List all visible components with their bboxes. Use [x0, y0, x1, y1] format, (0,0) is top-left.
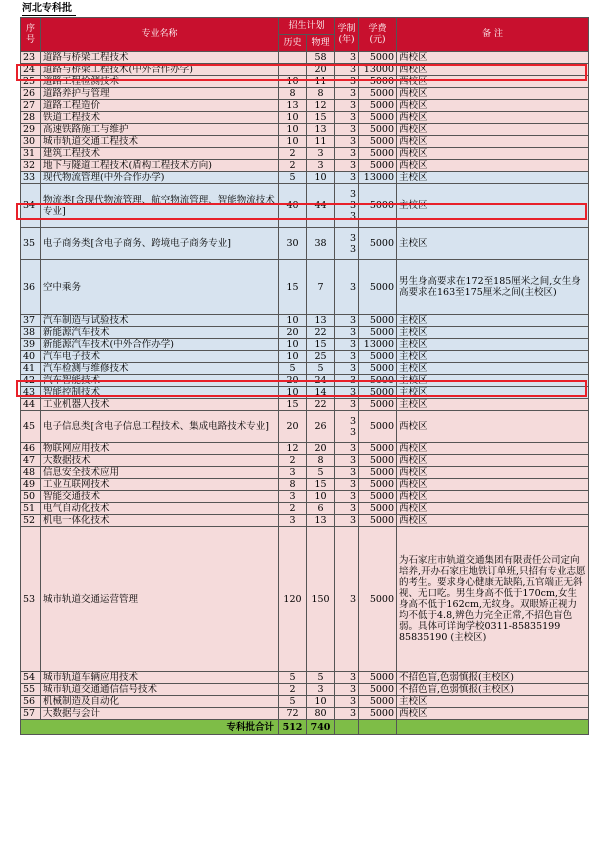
duration-cell: 3 [335, 503, 359, 515]
table-row [21, 684, 589, 696]
fee-cell: 5000 [359, 315, 397, 327]
history-count-cell: 2 [279, 160, 307, 172]
note-cell: 西校区 [397, 443, 589, 455]
fee-cell: 5000 [359, 443, 397, 455]
duration-cell: 3 [335, 136, 359, 148]
duration-cell: 3 [335, 52, 359, 64]
physics-count-cell: 5 [307, 363, 335, 375]
note-cell: 西校区 [397, 467, 589, 479]
duration-cell: 3 [335, 455, 359, 467]
major-name-cell: 城市轨道车辆应用技术 [41, 672, 279, 684]
fee-cell: 13000 [359, 172, 397, 184]
table-row [21, 363, 589, 375]
table-row [21, 387, 589, 399]
fee-cell: 5000 [359, 387, 397, 399]
seq-cell: 32 [21, 160, 41, 172]
seq-cell: 28 [21, 112, 41, 124]
fee-cell: 5000 [359, 399, 397, 411]
duration-cell: 3 [335, 708, 359, 720]
physics-count-cell: 3 [307, 160, 335, 172]
history-count-cell: 3 [279, 515, 307, 527]
major-name-cell: 铁道工程技术 [41, 112, 279, 124]
note-cell: 男生身高要求在172至185厘米之间,女生身高要求在163至175厘米之间(主校区) [397, 260, 589, 315]
total-empty [335, 720, 359, 735]
note-cell: 西校区 [397, 708, 589, 720]
physics-count-cell: 38 [307, 228, 335, 260]
note-cell: 西校区 [397, 160, 589, 172]
header-plan: 招生计划 [279, 18, 335, 35]
duration-cell: 3 3 3 [335, 184, 359, 228]
note-cell: 西校区 [397, 411, 589, 443]
seq-cell: 29 [21, 124, 41, 136]
duration-cell: 3 [335, 260, 359, 315]
note-cell: 主校区 [397, 399, 589, 411]
seq-cell: 44 [21, 399, 41, 411]
table-row [21, 184, 589, 228]
major-name-cell: 物联网应用技术 [41, 443, 279, 455]
major-name-cell: 城市轨道交通工程技术 [41, 136, 279, 148]
table-row [21, 148, 589, 160]
duration-cell: 3 [335, 327, 359, 339]
seq-cell: 50 [21, 491, 41, 503]
duration-cell: 3 [335, 443, 359, 455]
major-name-cell: 电子信息类[含电子信息工程技术、集成电路技术专业] [41, 411, 279, 443]
physics-count-cell: 5 [307, 467, 335, 479]
major-name-cell: 信息安全技术应用 [41, 467, 279, 479]
note-cell: 西校区 [397, 88, 589, 100]
history-count-cell: 10 [279, 387, 307, 399]
fee-cell: 5000 [359, 160, 397, 172]
major-name-cell: 汽车智能技术 [41, 375, 279, 387]
seq-cell: 37 [21, 315, 41, 327]
seq-cell: 55 [21, 684, 41, 696]
seq-cell: 23 [21, 52, 41, 64]
fee-cell: 5000 [359, 260, 397, 315]
note-cell: 西校区 [397, 112, 589, 124]
major-name-cell: 物流类[含现代物流管理、航空物流管理、智能物流技术专业] [41, 184, 279, 228]
history-count-cell: 3 [279, 467, 307, 479]
header-seq: 序号 [21, 18, 41, 52]
note-cell: 主校区 [397, 387, 589, 399]
fee-cell: 5000 [359, 327, 397, 339]
physics-count-cell: 8 [307, 88, 335, 100]
physics-count-cell: 22 [307, 399, 335, 411]
note-cell: 西校区 [397, 64, 589, 76]
duration-cell: 3 [335, 112, 359, 124]
table-row [21, 672, 589, 684]
seq-cell: 31 [21, 148, 41, 160]
duration-cell: 3 [335, 387, 359, 399]
fee-cell: 5000 [359, 100, 397, 112]
history-count-cell: 5 [279, 172, 307, 184]
total-physics: 740 [307, 720, 335, 735]
total-empty [359, 720, 397, 735]
total-empty [397, 720, 589, 735]
note-cell: 西校区 [397, 515, 589, 527]
duration-cell: 3 [335, 479, 359, 491]
table-row [21, 64, 589, 76]
physics-count-cell: 8 [307, 455, 335, 467]
history-count-cell: 5 [279, 363, 307, 375]
note-cell: 主校区 [397, 351, 589, 363]
table-row [21, 708, 589, 720]
note-cell: 为石家庄市轨道交通集团有限责任公司定向培养,开办石家庄地铁订单班,只招有专业志愿的考生。要求身心健康无缺陷,五官端正无斜视、无口吃。男生身高不低于170cm,女生身高不低于162cm,无纹身。双眼矫正视力均不低于4.8,辨色力完全正常,不招色盲色弱。具体可详询学校0311-85835199 85835190 (主校区) [397, 527, 589, 672]
physics-count-cell: 150 [307, 527, 335, 672]
major-name-cell: 汽车制造与试验技术 [41, 315, 279, 327]
note-cell: 西校区 [397, 148, 589, 160]
duration-cell: 3 [335, 491, 359, 503]
history-count-cell: 10 [279, 351, 307, 363]
duration-cell: 3 [335, 124, 359, 136]
physics-count-cell: 10 [307, 696, 335, 708]
table-row [21, 100, 589, 112]
duration-cell: 3 [335, 76, 359, 88]
seq-cell: 39 [21, 339, 41, 351]
seq-cell: 25 [21, 76, 41, 88]
physics-count-cell: 15 [307, 339, 335, 351]
note-cell: 西校区 [397, 479, 589, 491]
note-cell: 西校区 [397, 503, 589, 515]
table-row [21, 172, 589, 184]
physics-count-cell: 10 [307, 172, 335, 184]
total-history: 512 [279, 720, 307, 735]
major-name-cell: 汽车检测与维修技术 [41, 363, 279, 375]
history-count-cell: 30 [279, 228, 307, 260]
note-cell: 主校区 [397, 375, 589, 387]
table-row [21, 443, 589, 455]
fee-cell: 5000 [359, 124, 397, 136]
history-count-cell: 120 [279, 527, 307, 672]
fee-cell: 5000 [359, 184, 397, 228]
fee-cell: 13000 [359, 339, 397, 351]
duration-cell: 3 [335, 339, 359, 351]
seq-cell: 30 [21, 136, 41, 148]
table-row [21, 375, 589, 387]
duration-cell: 3 [335, 672, 359, 684]
header-fee: 学费(元) [359, 18, 397, 52]
physics-count-cell: 14 [307, 387, 335, 399]
table-row [21, 399, 589, 411]
physics-count-cell: 6 [307, 503, 335, 515]
fee-cell: 5000 [359, 672, 397, 684]
history-count-cell: 20 [279, 411, 307, 443]
physics-count-cell: 11 [307, 136, 335, 148]
physics-count-cell: 7 [307, 260, 335, 315]
seq-cell: 40 [21, 351, 41, 363]
seq-cell: 26 [21, 88, 41, 100]
table-row [21, 527, 589, 672]
table-row [21, 467, 589, 479]
table-row [21, 112, 589, 124]
seq-cell: 34 [21, 184, 41, 228]
table-row [21, 503, 589, 515]
history-count-cell: 15 [279, 260, 307, 315]
major-name-cell: 道路养护与管理 [41, 88, 279, 100]
page-title: 河北专科批 [22, 1, 76, 16]
duration-cell: 3 3 [335, 228, 359, 260]
note-cell: 西校区 [397, 124, 589, 136]
seq-cell: 49 [21, 479, 41, 491]
physics-count-cell: 58 [307, 52, 335, 64]
history-count-cell: 40 [279, 184, 307, 228]
note-cell: 主校区 [397, 339, 589, 351]
fee-cell: 5000 [359, 148, 397, 160]
major-name-cell: 空中乘务 [41, 260, 279, 315]
table-row [21, 76, 589, 88]
header-name: 专业名称 [41, 18, 279, 52]
duration-cell: 3 [335, 527, 359, 672]
fee-cell: 5000 [359, 88, 397, 100]
fee-cell: 5000 [359, 479, 397, 491]
table-row [21, 696, 589, 708]
major-name-cell: 机电一体化技术 [41, 515, 279, 527]
history-count-cell [279, 64, 307, 76]
history-count-cell: 8 [279, 88, 307, 100]
seq-cell: 46 [21, 443, 41, 455]
history-count-cell: 5 [279, 696, 307, 708]
history-count-cell: 20 [279, 327, 307, 339]
history-count-cell: 10 [279, 112, 307, 124]
physics-count-cell: 3 [307, 684, 335, 696]
physics-count-cell: 5 [307, 672, 335, 684]
note-cell: 主校区 [397, 184, 589, 228]
header-physics: 物理 [307, 35, 335, 52]
table-row [21, 160, 589, 172]
history-count-cell: 2 [279, 455, 307, 467]
major-name-cell: 新能源汽车技术(中外合作办学) [41, 339, 279, 351]
fee-cell: 5000 [359, 455, 397, 467]
major-name-cell: 道路与桥梁工程技术 [41, 52, 279, 64]
seq-cell: 35 [21, 228, 41, 260]
history-count-cell: 10 [279, 136, 307, 148]
history-count-cell: 15 [279, 399, 307, 411]
table-row [21, 455, 589, 467]
note-cell: 主校区 [397, 327, 589, 339]
table-row [21, 339, 589, 351]
duration-cell: 3 [335, 363, 359, 375]
physics-count-cell: 44 [307, 184, 335, 228]
duration-cell: 3 [335, 351, 359, 363]
history-count-cell: 12 [279, 443, 307, 455]
history-count-cell: 8 [279, 479, 307, 491]
physics-count-cell: 25 [307, 351, 335, 363]
note-cell: 西校区 [397, 100, 589, 112]
major-name-cell: 工业互联网技术 [41, 479, 279, 491]
seq-cell: 41 [21, 363, 41, 375]
history-count-cell: 10 [279, 339, 307, 351]
total-label: 专科批合计 [21, 720, 279, 735]
history-count-cell [279, 52, 307, 64]
major-name-cell: 道路工程造价 [41, 100, 279, 112]
physics-count-cell: 26 [307, 411, 335, 443]
duration-cell: 3 [335, 160, 359, 172]
major-name-cell: 汽车电子技术 [41, 351, 279, 363]
physics-count-cell: 15 [307, 112, 335, 124]
table-row [21, 228, 589, 260]
seq-cell: 38 [21, 327, 41, 339]
duration-cell: 3 [335, 467, 359, 479]
history-count-cell: 20 [279, 375, 307, 387]
major-name-cell: 地下与隧道工程技术(盾构工程技术方向) [41, 160, 279, 172]
table-row [21, 136, 589, 148]
duration-cell: 3 [335, 515, 359, 527]
physics-count-cell: 80 [307, 708, 335, 720]
table-row [21, 315, 589, 327]
note-cell: 主校区 [397, 172, 589, 184]
table-row [21, 327, 589, 339]
duration-cell: 3 [335, 64, 359, 76]
fee-cell: 5000 [359, 708, 397, 720]
major-name-cell: 大数据技术 [41, 455, 279, 467]
physics-count-cell: 12 [307, 100, 335, 112]
fee-cell: 5000 [359, 351, 397, 363]
fee-cell: 5000 [359, 136, 397, 148]
duration-cell: 3 [335, 148, 359, 160]
history-count-cell: 13 [279, 100, 307, 112]
physics-count-cell: 13 [307, 515, 335, 527]
physics-count-cell: 3 [307, 148, 335, 160]
history-count-cell: 5 [279, 672, 307, 684]
physics-count-cell: 20 [307, 64, 335, 76]
note-cell: 西校区 [397, 136, 589, 148]
header-duration: 学制(年) [335, 18, 359, 52]
table-row [21, 260, 589, 315]
duration-cell: 3 3 [335, 411, 359, 443]
major-name-cell: 城市轨道交通通信信号技术 [41, 684, 279, 696]
major-name-cell: 智能交通技术 [41, 491, 279, 503]
fee-cell: 5000 [359, 527, 397, 672]
fee-cell: 5000 [359, 684, 397, 696]
note-cell: 主校区 [397, 363, 589, 375]
note-cell: 西校区 [397, 52, 589, 64]
header-history: 历史 [279, 35, 307, 52]
fee-cell: 5000 [359, 112, 397, 124]
seq-cell: 48 [21, 467, 41, 479]
history-count-cell: 2 [279, 684, 307, 696]
duration-cell: 3 [335, 399, 359, 411]
fee-cell: 5000 [359, 228, 397, 260]
history-count-cell: 3 [279, 491, 307, 503]
seq-cell: 51 [21, 503, 41, 515]
history-count-cell: 10 [279, 315, 307, 327]
note-cell: 西校区 [397, 491, 589, 503]
physics-count-cell: 22 [307, 327, 335, 339]
major-name-cell: 电子商务类[含电子商务、跨境电子商务专业] [41, 228, 279, 260]
fee-cell: 5000 [359, 52, 397, 64]
physics-count-cell: 24 [307, 375, 335, 387]
major-name-cell: 道路与桥梁工程技术(中外合作办学) [41, 64, 279, 76]
seq-cell: 24 [21, 64, 41, 76]
table-row [21, 124, 589, 136]
history-count-cell: 2 [279, 148, 307, 160]
major-name-cell: 建筑工程技术 [41, 148, 279, 160]
table-row [21, 411, 589, 443]
physics-count-cell: 13 [307, 124, 335, 136]
fee-cell: 5000 [359, 491, 397, 503]
major-name-cell: 机械制造及自动化 [41, 696, 279, 708]
duration-cell: 3 [335, 315, 359, 327]
seq-cell: 47 [21, 455, 41, 467]
duration-cell: 3 [335, 88, 359, 100]
note-cell: 西校区 [397, 455, 589, 467]
table-row [21, 351, 589, 363]
duration-cell: 3 [335, 696, 359, 708]
seq-cell: 54 [21, 672, 41, 684]
fee-cell: 5000 [359, 363, 397, 375]
table-row [21, 88, 589, 100]
fee-cell: 5000 [359, 696, 397, 708]
history-count-cell: 72 [279, 708, 307, 720]
fee-cell: 5000 [359, 503, 397, 515]
seq-cell: 27 [21, 100, 41, 112]
fee-cell: 5000 [359, 76, 397, 88]
physics-count-cell: 15 [307, 479, 335, 491]
fee-cell: 5000 [359, 411, 397, 443]
physics-count-cell: 20 [307, 443, 335, 455]
fee-cell: 5000 [359, 375, 397, 387]
duration-cell: 3 [335, 100, 359, 112]
major-name-cell: 城市轨道交通运营管理 [41, 527, 279, 672]
seq-cell: 57 [21, 708, 41, 720]
physics-count-cell: 13 [307, 315, 335, 327]
table-row [21, 52, 589, 64]
physics-count-cell: 11 [307, 76, 335, 88]
history-count-cell: 10 [279, 76, 307, 88]
seq-cell: 43 [21, 387, 41, 399]
note-cell: 主校区 [397, 696, 589, 708]
major-name-cell: 智能控制技术 [41, 387, 279, 399]
fee-cell: 13000 [359, 64, 397, 76]
table-row [21, 479, 589, 491]
duration-cell: 3 [335, 375, 359, 387]
note-cell: 不招色盲,色弱慎报(主校区) [397, 672, 589, 684]
seq-cell: 42 [21, 375, 41, 387]
seq-cell: 33 [21, 172, 41, 184]
admissions-table [20, 17, 589, 735]
seq-cell: 53 [21, 527, 41, 672]
table-row [21, 515, 589, 527]
seq-cell: 52 [21, 515, 41, 527]
duration-cell: 3 [335, 684, 359, 696]
header-note: 备 注 [397, 18, 589, 52]
seq-cell: 56 [21, 696, 41, 708]
table-row [21, 491, 589, 503]
physics-count-cell: 10 [307, 491, 335, 503]
note-cell: 主校区 [397, 228, 589, 260]
major-name-cell: 道路工程检测技术 [41, 76, 279, 88]
major-name-cell: 电气自动化技术 [41, 503, 279, 515]
major-name-cell: 高速铁路施工与维护 [41, 124, 279, 136]
note-cell: 西校区 [397, 76, 589, 88]
major-name-cell: 现代物流管理(中外合作办学) [41, 172, 279, 184]
fee-cell: 5000 [359, 515, 397, 527]
duration-cell: 3 [335, 172, 359, 184]
note-cell: 主校区 [397, 315, 589, 327]
note-cell: 不招色盲,色弱慎报(主校区) [397, 684, 589, 696]
history-count-cell: 10 [279, 124, 307, 136]
major-name-cell: 大数据与会计 [41, 708, 279, 720]
history-count-cell: 2 [279, 503, 307, 515]
fee-cell: 5000 [359, 467, 397, 479]
seq-cell: 45 [21, 411, 41, 443]
seq-cell: 36 [21, 260, 41, 315]
major-name-cell: 工业机器人技术 [41, 399, 279, 411]
major-name-cell: 新能源汽车技术 [41, 327, 279, 339]
